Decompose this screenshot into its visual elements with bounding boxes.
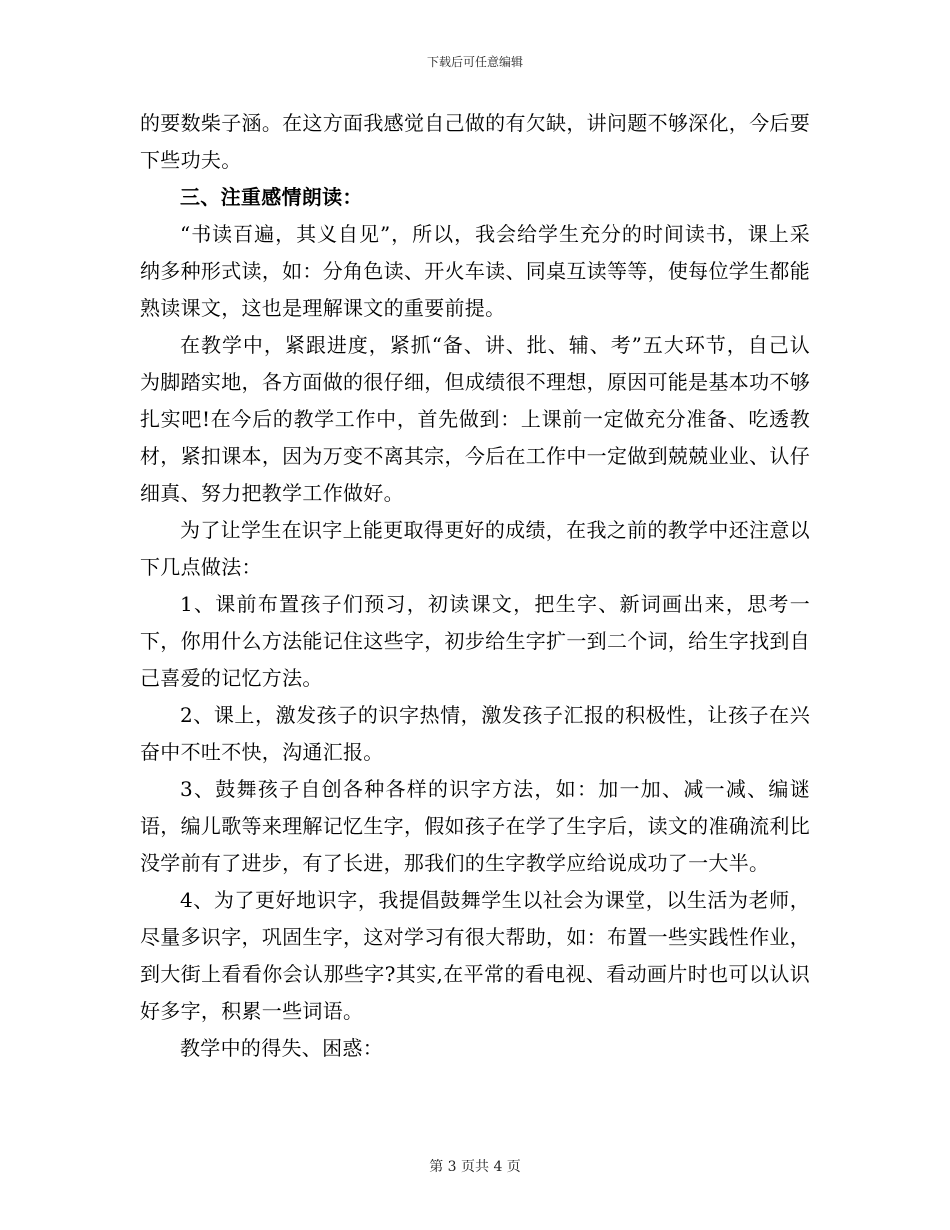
paragraph-4: 为了让学生在识字上能更取得更好的成绩，在我之前的教学中还注意以下几点做法： [140, 518, 810, 579]
paragraph-1: 的要数柴子涵。在这方面我感觉自己做的有欠缺，讲问题不够深化，今后要下些功夫。 [140, 111, 810, 172]
list-item-3: 3、鼓舞孩子自创各种各样的识字方法，如：加一加、减一减、编谜语，编儿歌等来理解记忆生字，假如孩子在学了生字后，读文的准确流利比没学前有了进步，有了长进，那我们的生字教学应给说成功了一大半。 [140, 777, 810, 875]
paragraph-2: “书读百遍，其义自见”，所以，我会给学生充分的时间读书，课上采纳多种形式读，如：分角色读、开火车读、同桌互读等等，使每位学生都能熟读课文，这也是理解课文的重要前提。 [140, 222, 810, 320]
page-number: 第 3 页共 4 页 [429, 1159, 521, 1175]
page-header-note: 下载后可任意编辑 [426, 55, 523, 69]
section-heading: 三、注重感情朗读： [180, 185, 363, 209]
list-item-1: 1、课前布置孩子们预习，初读课文，把生字、新词画出来，思考一下，你用什么方法能记住这些字，初步给生字扩一到二个词，给生字找到自己喜爱的记忆方法。 [140, 592, 810, 690]
paragraph-last: 教学中的得失、困惑： [180, 1036, 383, 1060]
paragraph-3: 在教学中，紧跟进度，紧抓“备、讲、批、辅、考”五大环节，自己认为脚踏实地，各方面做的很仔细，但成绩很不理想，原因可能是基本功不够扎实吧!在今后的教学工作中，首先做到：上课前一定做充分准备、吃透教材，紧扣课本，因为万变不离其宗，今后在工作中一定做到兢兢业业、认仔细真、努力把教学工作做好。 [140, 333, 810, 505]
list-item-2: 2、课上，激发孩子的识字热情，激发孩子汇报的积极性，让孩子在兴奋中不吐不快，沟通汇报。 [140, 703, 810, 764]
document-body [140, 105, 810, 1067]
list-item-4: 4、为了更好地识字，我提倡鼓舞学生以社会为课堂，以生活为老师，尽量多识字，巩固生字，这对学习有很大帮助，如：布置一些实践性作业，到大街上看看你会认那些字?其实,在平常的看电视、看动画片时也可以认识好多字，积累一些词语。 [140, 888, 810, 1023]
